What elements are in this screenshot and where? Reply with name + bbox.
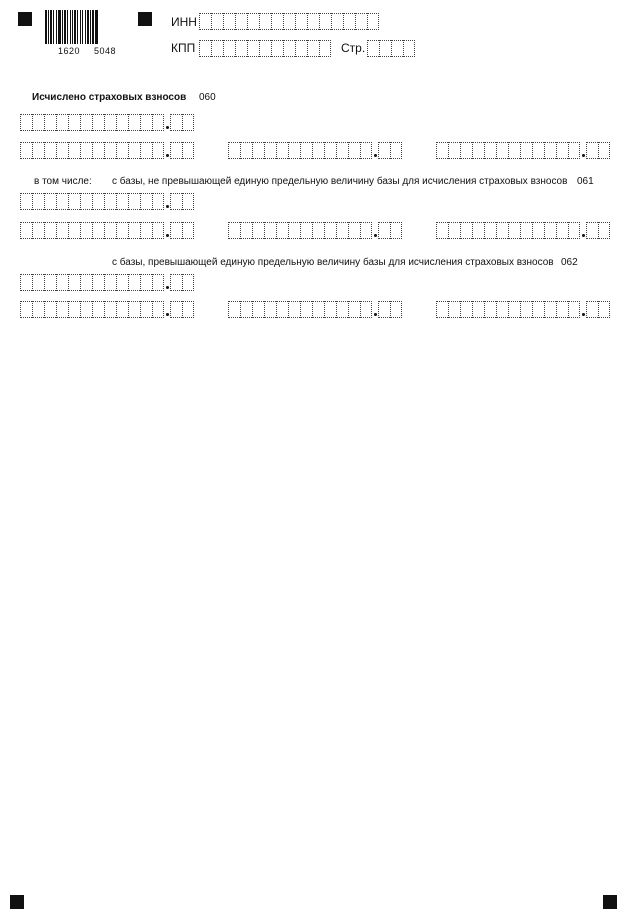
input-cell[interactable] (20, 193, 32, 210)
input-cell[interactable] (276, 222, 288, 239)
input-cell[interactable] (20, 301, 32, 318)
input-cell[interactable] (170, 301, 182, 318)
input-cell[interactable] (252, 142, 264, 159)
input-cell[interactable] (92, 142, 104, 159)
input-cell[interactable] (484, 301, 496, 318)
barcode-number-right: 5048 (94, 46, 117, 56)
input-cell[interactable] (80, 301, 92, 318)
amount-061-month-1[interactable] (20, 222, 194, 239)
amount-062-month-1[interactable] (20, 301, 194, 318)
registration-marker-bottom-left (10, 895, 24, 909)
input-cell[interactable] (56, 142, 68, 159)
input-cell[interactable] (598, 142, 610, 159)
input-cell[interactable] (152, 301, 164, 318)
input-cell[interactable] (436, 142, 448, 159)
barcode-bar (67, 10, 68, 44)
input-cell[interactable] (182, 193, 194, 210)
input-cell[interactable] (252, 222, 264, 239)
input-cell[interactable] (378, 301, 390, 318)
input-cell[interactable] (116, 114, 128, 131)
input-cell[interactable] (128, 301, 140, 318)
input-cell[interactable] (520, 142, 532, 159)
input-cell[interactable] (152, 114, 164, 131)
input-cell[interactable] (182, 274, 194, 291)
barcode-bar (58, 10, 61, 44)
input-cell[interactable] (152, 274, 164, 291)
input-cell[interactable] (68, 222, 80, 239)
input-cell[interactable] (140, 193, 152, 210)
input-cell[interactable] (56, 274, 68, 291)
input-cell[interactable] (92, 274, 104, 291)
input-cell[interactable] (367, 13, 379, 30)
input-cell[interactable] (295, 13, 307, 30)
page-label: Стр. (341, 41, 366, 55)
input-cell[interactable] (252, 301, 264, 318)
input-cell[interactable] (235, 13, 247, 30)
input-cell[interactable] (140, 301, 152, 318)
input-cell[interactable] (436, 222, 448, 239)
input-cell[interactable] (80, 142, 92, 159)
input-cell[interactable] (378, 222, 390, 239)
barcode-bar (53, 10, 54, 44)
barcode-bar (48, 10, 49, 44)
input-cell[interactable] (170, 274, 182, 291)
input-cell[interactable] (259, 13, 271, 30)
input-cell[interactable] (348, 222, 360, 239)
input-cell[interactable] (116, 301, 128, 318)
input-cell[interactable] (496, 222, 508, 239)
amount-060-month-3[interactable] (436, 142, 610, 159)
input-cell[interactable] (460, 142, 472, 159)
input-cell[interactable] (152, 222, 164, 239)
input-cell[interactable] (240, 222, 252, 239)
input-cell[interactable] (44, 114, 56, 131)
barcode-bar (56, 10, 57, 44)
input-cell[interactable] (312, 301, 324, 318)
amount-062-month-3[interactable] (436, 301, 610, 318)
input-cell[interactable] (68, 301, 80, 318)
input-cell[interactable] (598, 301, 610, 318)
input-cell[interactable] (247, 40, 259, 57)
barcode-bar (45, 10, 47, 44)
code-061: 061 (577, 176, 594, 187)
code-060: 060 (199, 92, 216, 103)
input-cell[interactable] (319, 40, 331, 57)
input-cell[interactable] (20, 114, 32, 131)
line-062-text: с базы, превышающей единую предельную величину базы для исчисления страховых взносов (112, 257, 554, 268)
input-cell[interactable] (140, 274, 152, 291)
input-cell[interactable] (556, 222, 568, 239)
input-cell[interactable] (586, 301, 598, 318)
input-cell[interactable] (288, 142, 300, 159)
amount-061-month-2[interactable] (228, 222, 402, 239)
input-cell[interactable] (92, 114, 104, 131)
input-cell[interactable] (182, 114, 194, 131)
input-cell[interactable] (300, 222, 312, 239)
input-cell[interactable] (104, 222, 116, 239)
input-cell[interactable] (104, 301, 116, 318)
input-cell[interactable] (211, 13, 223, 30)
input-cell[interactable] (32, 114, 44, 131)
barcode-bar (64, 10, 66, 44)
input-cell[interactable] (472, 222, 484, 239)
input-cell[interactable] (152, 193, 164, 210)
input-cell[interactable] (240, 142, 252, 159)
input-cell[interactable] (324, 142, 336, 159)
input-cell[interactable] (116, 222, 128, 239)
input-cell[interactable] (343, 13, 355, 30)
input-cell[interactable] (436, 301, 448, 318)
input-cell[interactable] (378, 142, 390, 159)
input-cell[interactable] (20, 222, 32, 239)
input-cell[interactable] (568, 222, 580, 239)
input-cell[interactable] (448, 142, 460, 159)
input-cell[interactable] (348, 142, 360, 159)
input-cell[interactable] (228, 142, 240, 159)
input-cell[interactable] (460, 301, 472, 318)
input-cell[interactable] (324, 222, 336, 239)
barcode-number-left: 1620 (58, 46, 81, 56)
input-cell[interactable] (116, 193, 128, 210)
barcode-bar (77, 10, 78, 44)
input-cell[interactable] (532, 222, 544, 239)
input-cell[interactable] (140, 142, 152, 159)
input-cell[interactable] (544, 301, 556, 318)
input-cell[interactable] (390, 222, 402, 239)
line-061-text: с базы, не превышающей единую предельную величину базы для исчисления страховых взносов (112, 176, 568, 187)
input-cell[interactable] (92, 193, 104, 210)
input-cell[interactable] (379, 40, 391, 57)
input-cell[interactable] (295, 40, 307, 57)
barcode-bar (80, 10, 81, 44)
page-number-field[interactable] (367, 40, 415, 57)
input-cell[interactable] (390, 142, 402, 159)
input-cell[interactable] (104, 193, 116, 210)
input-cell[interactable] (496, 301, 508, 318)
input-cell[interactable] (271, 13, 283, 30)
input-cell[interactable] (288, 222, 300, 239)
input-cell[interactable] (496, 142, 508, 159)
inn-field[interactable] (199, 13, 379, 30)
barcode-bar (50, 10, 52, 44)
input-cell[interactable] (182, 222, 194, 239)
input-cell[interactable] (324, 301, 336, 318)
input-cell[interactable] (312, 142, 324, 159)
input-cell[interactable] (44, 274, 56, 291)
amount-061-total[interactable] (20, 193, 194, 210)
input-cell[interactable] (68, 274, 80, 291)
kpp-field[interactable] (199, 40, 331, 57)
input-cell[interactable] (56, 222, 68, 239)
input-cell[interactable] (44, 193, 56, 210)
input-cell[interactable] (152, 142, 164, 159)
input-cell[interactable] (182, 142, 194, 159)
input-cell[interactable] (80, 193, 92, 210)
input-cell[interactable] (360, 142, 372, 159)
input-cell[interactable] (336, 222, 348, 239)
input-cell[interactable] (312, 222, 324, 239)
input-cell[interactable] (223, 13, 235, 30)
input-cell[interactable] (448, 301, 460, 318)
input-cell[interactable] (472, 301, 484, 318)
input-cell[interactable] (586, 142, 598, 159)
input-cell[interactable] (128, 222, 140, 239)
input-cell[interactable] (170, 222, 182, 239)
input-cell[interactable] (259, 40, 271, 57)
input-cell[interactable] (116, 142, 128, 159)
input-cell[interactable] (484, 222, 496, 239)
input-cell[interactable] (44, 301, 56, 318)
registration-marker-top-right (138, 12, 152, 26)
input-cell[interactable] (391, 40, 403, 57)
input-cell[interactable] (319, 13, 331, 30)
input-cell[interactable] (448, 222, 460, 239)
barcode-bar (72, 10, 73, 44)
input-cell[interactable] (307, 13, 319, 30)
input-cell[interactable] (264, 222, 276, 239)
input-cell[interactable] (532, 301, 544, 318)
registration-marker-bottom-right (603, 895, 617, 909)
barcode (45, 10, 127, 44)
input-cell[interactable] (598, 222, 610, 239)
input-cell[interactable] (520, 301, 532, 318)
barcode-bar (70, 10, 71, 44)
registration-marker-top-left (18, 12, 32, 26)
input-cell[interactable] (300, 301, 312, 318)
section-title: Исчислено страховых взносов (32, 92, 187, 103)
input-cell[interactable] (228, 301, 240, 318)
input-cell[interactable] (182, 301, 194, 318)
input-cell[interactable] (68, 142, 80, 159)
barcode-bar (92, 10, 94, 44)
input-cell[interactable] (307, 40, 319, 57)
inn-label: ИНН (171, 15, 197, 29)
input-cell[interactable] (128, 274, 140, 291)
input-cell[interactable] (56, 301, 68, 318)
input-cell[interactable] (360, 222, 372, 239)
input-cell[interactable] (544, 222, 556, 239)
input-cell[interactable] (199, 13, 211, 30)
input-cell[interactable] (104, 114, 116, 131)
input-cell[interactable] (472, 142, 484, 159)
barcode-bar (82, 10, 83, 44)
input-cell[interactable] (104, 142, 116, 159)
input-cell[interactable] (170, 114, 182, 131)
input-cell[interactable] (199, 40, 211, 57)
input-cell[interactable] (271, 40, 283, 57)
input-cell[interactable] (460, 222, 472, 239)
input-cell[interactable] (264, 142, 276, 159)
code-062: 062 (561, 257, 578, 268)
kpp-label: КПП (171, 41, 196, 55)
input-cell[interactable] (336, 301, 348, 318)
barcode-bar (87, 10, 89, 44)
input-cell[interactable] (80, 274, 92, 291)
input-cell[interactable] (44, 142, 56, 159)
input-cell[interactable] (288, 301, 300, 318)
input-cell[interactable] (140, 114, 152, 131)
input-cell[interactable] (508, 301, 520, 318)
input-cell[interactable] (128, 114, 140, 131)
input-cell[interactable] (32, 301, 44, 318)
input-cell[interactable] (211, 40, 223, 57)
input-cell[interactable] (68, 114, 80, 131)
input-cell[interactable] (92, 301, 104, 318)
amount-060-month-1[interactable] (20, 142, 194, 159)
input-cell[interactable] (235, 40, 247, 57)
input-cell[interactable] (32, 142, 44, 159)
amount-061-month-3[interactable] (436, 222, 610, 239)
input-cell[interactable] (300, 142, 312, 159)
input-cell[interactable] (276, 301, 288, 318)
input-cell[interactable] (403, 40, 415, 57)
input-cell[interactable] (520, 222, 532, 239)
input-cell[interactable] (508, 222, 520, 239)
input-cell[interactable] (367, 40, 379, 57)
input-cell[interactable] (568, 142, 580, 159)
input-cell[interactable] (355, 13, 367, 30)
amount-060-month-2[interactable] (228, 142, 402, 159)
input-cell[interactable] (32, 222, 44, 239)
input-cell[interactable] (283, 13, 295, 30)
including-label: в том числе: (34, 176, 92, 187)
input-cell[interactable] (68, 193, 80, 210)
input-cell[interactable] (556, 142, 568, 159)
input-cell[interactable] (140, 222, 152, 239)
input-cell[interactable] (44, 222, 56, 239)
input-cell[interactable] (264, 301, 276, 318)
input-cell[interactable] (283, 40, 295, 57)
barcode-bar (85, 10, 86, 44)
input-cell[interactable] (170, 142, 182, 159)
input-cell[interactable] (240, 301, 252, 318)
input-cell[interactable] (128, 142, 140, 159)
input-cell[interactable] (20, 274, 32, 291)
input-cell[interactable] (331, 13, 343, 30)
barcode-bar (62, 10, 63, 44)
input-cell[interactable] (92, 222, 104, 239)
barcode-bar (90, 10, 91, 44)
input-cell[interactable] (104, 274, 116, 291)
input-cell[interactable] (544, 142, 556, 159)
input-cell[interactable] (508, 142, 520, 159)
input-cell[interactable] (80, 114, 92, 131)
input-cell[interactable] (276, 142, 288, 159)
input-cell[interactable] (556, 301, 568, 318)
input-cell[interactable] (484, 142, 496, 159)
input-cell[interactable] (80, 222, 92, 239)
barcode-bar (74, 10, 76, 44)
input-cell[interactable] (170, 193, 182, 210)
input-cell[interactable] (20, 142, 32, 159)
input-cell[interactable] (228, 222, 240, 239)
input-cell[interactable] (128, 193, 140, 210)
amount-062-month-2[interactable] (228, 301, 402, 318)
input-cell[interactable] (56, 114, 68, 131)
input-cell[interactable] (568, 301, 580, 318)
input-cell[interactable] (586, 222, 598, 239)
input-cell[interactable] (116, 274, 128, 291)
barcode-bar (95, 10, 98, 44)
amount-062-total[interactable] (20, 274, 194, 291)
input-cell[interactable] (360, 301, 372, 318)
amount-060-total[interactable] (20, 114, 194, 131)
input-cell[interactable] (532, 142, 544, 159)
input-cell[interactable] (336, 142, 348, 159)
input-cell[interactable] (56, 193, 68, 210)
input-cell[interactable] (348, 301, 360, 318)
input-cell[interactable] (223, 40, 235, 57)
input-cell[interactable] (32, 193, 44, 210)
input-cell[interactable] (390, 301, 402, 318)
input-cell[interactable] (32, 274, 44, 291)
input-cell[interactable] (247, 13, 259, 30)
